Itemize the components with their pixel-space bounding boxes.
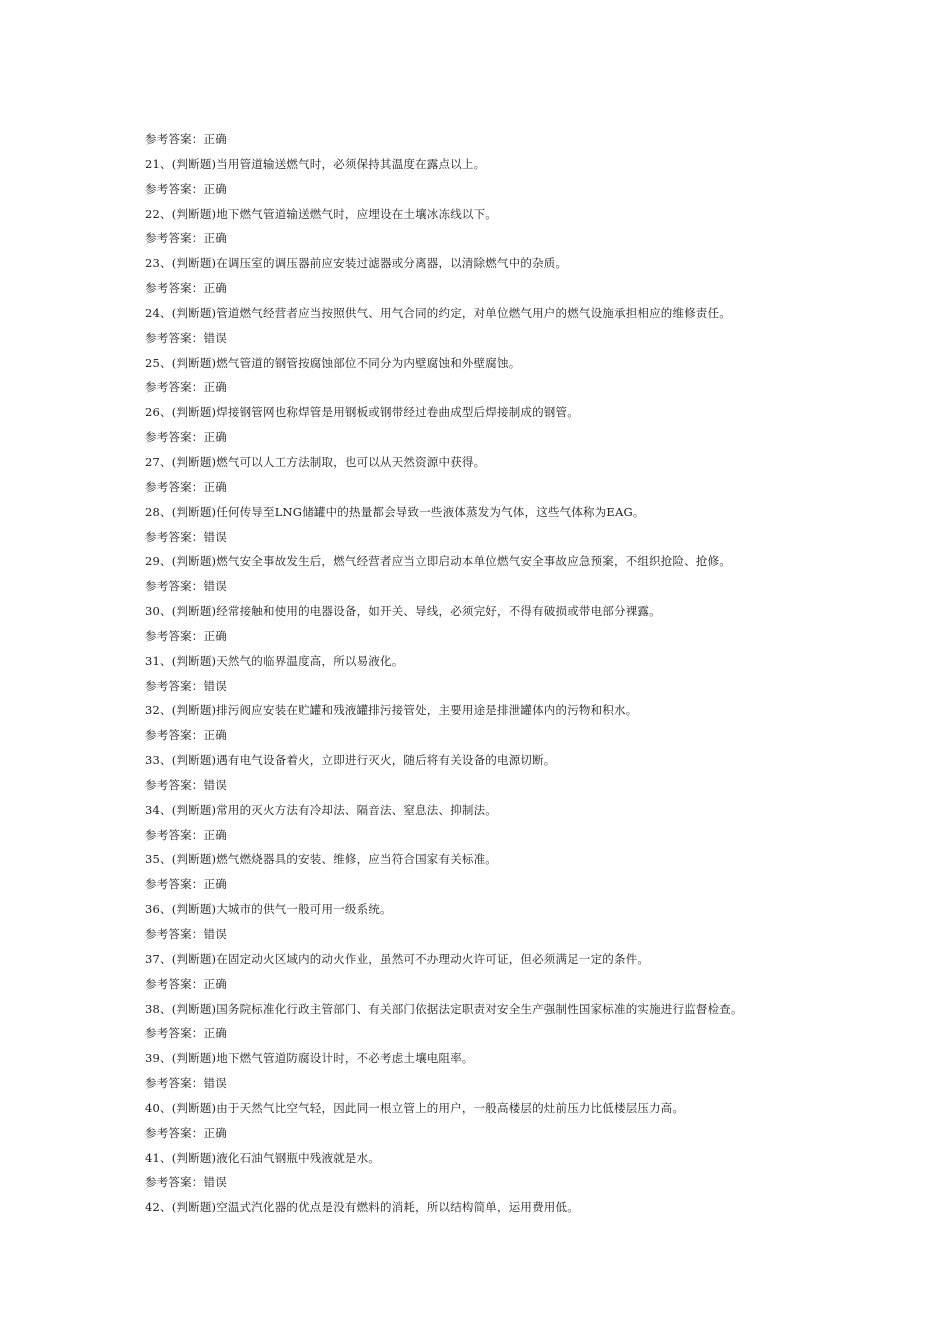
question-item bbox=[145, 649, 925, 699]
answer-line: 参考答案：正确 bbox=[145, 281, 227, 296]
answer-line: 参考答案：正确 bbox=[145, 231, 227, 246]
answer-line: 参考答案：错误 bbox=[145, 927, 227, 941]
question-item bbox=[145, 798, 925, 848]
question-item bbox=[145, 847, 925, 897]
question-item bbox=[145, 152, 925, 202]
question-item bbox=[145, 549, 925, 599]
answer-line: 参考答案：错误 bbox=[145, 678, 227, 693]
question-text: 21、(判断题)当用管道输送燃气时，必须保持其温度在露点以上。 bbox=[145, 156, 486, 171]
question-text: 28、(判断题)任何传导至LNG储罐中的热量都会导致一些液体蒸发为气体，这些气体称为EAG。 bbox=[145, 504, 645, 519]
question-text: 27、(判断题)燃气可以人工方法制取，也可以从天然资源中获得。 bbox=[145, 454, 486, 469]
question-item bbox=[145, 301, 925, 351]
question-item bbox=[145, 698, 925, 748]
answer-line: 参考答案：错误 bbox=[145, 777, 227, 792]
question-text: 35、(判断题)燃气燃烧器具的安装、维修，应当符合国家有关标准。 bbox=[145, 852, 498, 867]
answer-line: 参考答案：正确 bbox=[145, 380, 227, 395]
question-item bbox=[145, 450, 925, 500]
answer-line: 参考答案：正确 bbox=[145, 628, 227, 643]
answer-line: 参考答案：正确 bbox=[145, 1125, 227, 1140]
answer-line: 参考答案：正确 bbox=[145, 479, 227, 494]
answer-line: 参考答案：错误 bbox=[145, 529, 227, 544]
answer-line: 参考答案：错误 bbox=[145, 330, 227, 345]
question-item bbox=[145, 500, 925, 550]
question-item bbox=[145, 351, 925, 401]
question-item bbox=[145, 400, 925, 450]
question-item bbox=[145, 1046, 925, 1096]
question-text: 40、(判断题)由于天然气比空气轻，因此同一根立管上的用户，一般高楼层的灶前压力比低楼层压力高。 bbox=[145, 1100, 685, 1115]
document-page bbox=[145, 127, 925, 1220]
answer-line: 参考答案：正确 bbox=[145, 132, 227, 146]
answer-line: 参考答案：正确 bbox=[145, 181, 227, 196]
question-text: 24、(判断题)管道燃气经营者应当按照供气、用气合同的约定，对单位燃气用户的燃气设施承担相应的维修责任。 bbox=[145, 305, 732, 320]
question-text: 42、(判断题)空温式汽化器的优点是没有燃料的消耗，所以结构简单，运用费用低。 bbox=[145, 1200, 579, 1215]
question-item bbox=[145, 251, 925, 301]
question-item bbox=[145, 997, 925, 1047]
answer-line: 参考答案：正确 bbox=[145, 728, 227, 743]
question-text: 30、(判断题)经常接触和使用的电器设备，如开关、导线，必须完好，不得有破损或带电部分裸露。 bbox=[145, 604, 661, 619]
question-text: 37、(判断题)在固定动火区域内的动火作业，虽然可不办理动火许可证，但必须满足一定的条件。 bbox=[145, 951, 650, 966]
question-text: 31、(判断题)天然气的临界温度高，所以易液化。 bbox=[145, 653, 404, 668]
question-text: 36、(判断题)大城市的供气一般可用一级系统。 bbox=[145, 902, 392, 917]
question-item bbox=[145, 202, 925, 252]
question-item bbox=[145, 748, 925, 798]
question-text: 39、(判断题)地下燃气管道防腐设计时，不必考虑土壤电阻率。 bbox=[145, 1051, 474, 1066]
answer-line: 参考答案：错误 bbox=[145, 579, 227, 594]
question-text: 26、(判断题)焊接钢管网也称焊管是用钢板或钢带经过卷曲成型后焊接制成的钢管。 bbox=[145, 405, 579, 420]
question-text: 29、(判断题)燃气安全事故发生后，燃气经营者应当立即启动本单位燃气安全事故应急预案，不组织抢险、抢修。 bbox=[145, 554, 732, 569]
question-text: 32、(判断题)排污阀应安装在贮罐和残液罐排污接管处，主要用途是排泄罐体内的污物和积水。 bbox=[145, 703, 638, 718]
question-item bbox=[145, 599, 925, 649]
question-item bbox=[145, 1096, 925, 1146]
question-text: 25、(判断题)燃气管道的钢管按腐蚀部位不同分为内壁腐蚀和外壁腐蚀。 bbox=[145, 355, 521, 370]
question-text: 34、(判断题)常用的灭火方法有冷却法、隔音法、窒息法、抑制法。 bbox=[145, 802, 498, 817]
answer-line: 参考答案：正确 bbox=[145, 827, 227, 842]
answer-line: 参考答案：正确 bbox=[145, 877, 227, 892]
question-item bbox=[145, 1195, 925, 1220]
question-text: 23、(判断题)在调压室的调压器前应安装过滤器或分离器，以清除燃气中的杂质。 bbox=[145, 256, 568, 271]
answer-line: 参考答案：错误 bbox=[145, 1076, 227, 1091]
question-item bbox=[145, 947, 925, 997]
answer-line: 参考答案：错误 bbox=[145, 1175, 227, 1190]
question-text: 38、(判断题)国务院标准化行政主管部门、有关部门依据法定职责对安全生产强制性国家标准的实施进行监督检查。 bbox=[145, 1001, 743, 1016]
answer-line: 参考答案：正确 bbox=[145, 430, 227, 445]
answer-line: 参考答案：正确 bbox=[145, 976, 227, 991]
answer-line: 参考答案：正确 bbox=[145, 1026, 227, 1041]
question-item bbox=[145, 897, 925, 947]
question-text: 33、(判断题)遇有电气设备着火，立即进行灭火，随后将有关设备的电源切断。 bbox=[145, 753, 556, 768]
question-text: 22、(判断题)地下燃气管道输送燃气时，应埋设在土壤冰冻线以下。 bbox=[145, 206, 498, 221]
question-text: 41、(判断题)液化石油气钢瓶中残液就是水。 bbox=[145, 1150, 381, 1165]
question-item bbox=[145, 1146, 925, 1196]
